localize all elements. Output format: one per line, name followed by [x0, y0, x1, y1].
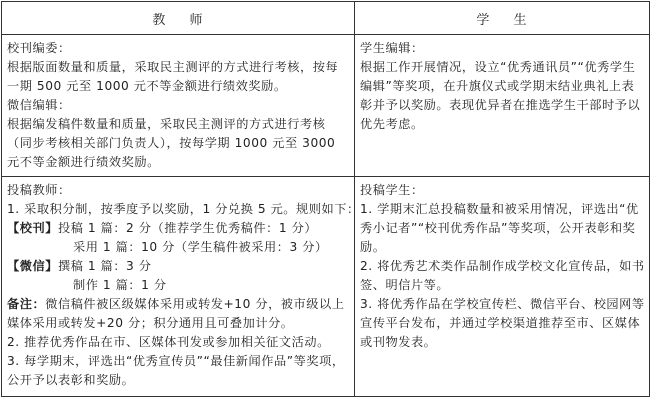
- note-block: [7, 295, 350, 333]
- journal-tag: 【校刊】: [7, 221, 58, 235]
- teacher-contributor-heading: 投稿教师：: [7, 183, 71, 197]
- student-contributor-cell: [355, 177, 650, 397]
- header-teacher: [2, 2, 355, 35]
- wechat-editor-heading: 微信编辑：: [7, 98, 71, 112]
- student-editor-heading: 学生编辑：: [360, 41, 424, 55]
- journal-points-2: 采用 1 篇：10 分（学生稿件被采用：3 分）: [73, 240, 328, 254]
- teacher-contributor-cell: [2, 177, 360, 397]
- wechat-editor-text: 根据编发稿件数量和质量，采取民主测评的方式进行考核（同步考核相关部门负责人），按每学期 1000 元至 3000 元不等金额进行绩效奖励。: [7, 117, 336, 169]
- journal-points-1: 投稿 1 篇：2 分（推荐学生优秀稿件：1 分）: [57, 221, 318, 235]
- header-row: [2, 2, 650, 35]
- points-rule-text: 1. 采取积分制，按季度予以奖励，1 分兑换 5 元。规则如下：: [7, 202, 360, 216]
- teacher-editor-cell: [2, 35, 355, 177]
- reward-table: [1, 1, 650, 397]
- wechat-points-2: 制作 1 篇：1 分: [73, 278, 167, 292]
- teacher-item-2: 2. 推荐优秀作品在市、区媒体刊发或参加相关征文活动。: [7, 335, 330, 349]
- student-contributor-heading: 投稿学生：: [360, 183, 424, 197]
- note-text: 微信稿件被区级媒体采用或转发+10 分，被市级以上媒体采用或转发+20 分；积分通用且可叠加计分。: [7, 297, 345, 330]
- wechat-points-line-1: [7, 257, 350, 276]
- journal-editor-text: 根据版面数量和质量，采取民主测评的方式进行考核，按每一期 500 元至 1000 元不等金额进行绩效奖励。: [7, 60, 339, 93]
- student-item-1: 1. 学期末汇总投稿数量和被采用情况，评选出“优秀小记者”“校刊优秀作品”等奖项，公开表彰和奖励。: [360, 202, 639, 254]
- teacher-item-3: 3. 每学期末，评选出“优秀宣传员”“最佳新闻作品”等奖项，公开予以表彰和奖励。: [7, 354, 345, 387]
- student-item-2: 2. 将优秀艺术类作品制作成学校文化宣传品，如书签、明信片等。: [360, 259, 645, 292]
- wechat-points-1: 撰稿 1 篇：3 分: [57, 259, 152, 273]
- note-label: 备注：: [7, 297, 46, 311]
- student-editor-cell: [355, 35, 650, 177]
- editor-row: [2, 35, 650, 177]
- wechat-tag: 【微信】: [7, 259, 58, 273]
- header-student: [355, 2, 650, 35]
- header-teacher-label: 教 师: [152, 12, 204, 28]
- header-student-label: 学 生: [476, 12, 528, 28]
- contributor-row: [2, 177, 650, 397]
- journal-points-line-1: [7, 219, 350, 238]
- student-editor-text: 根据工作开展情况，设立“优秀通讯员”“优秀学生编辑”等奖项，在升旗仪式或学期末结业典礼上表彰并予以奖励。表现优异者在推选学生干部时予以优先考虑。: [360, 60, 641, 131]
- journal-editor-heading: 校刊编委：: [7, 41, 71, 55]
- student-item-3: 3. 将优秀作品在学校宣传栏、微信平台、校园网等宣传平台发布，并通过学校渠道推荐至市、区媒体或刊物发表。: [360, 297, 645, 349]
